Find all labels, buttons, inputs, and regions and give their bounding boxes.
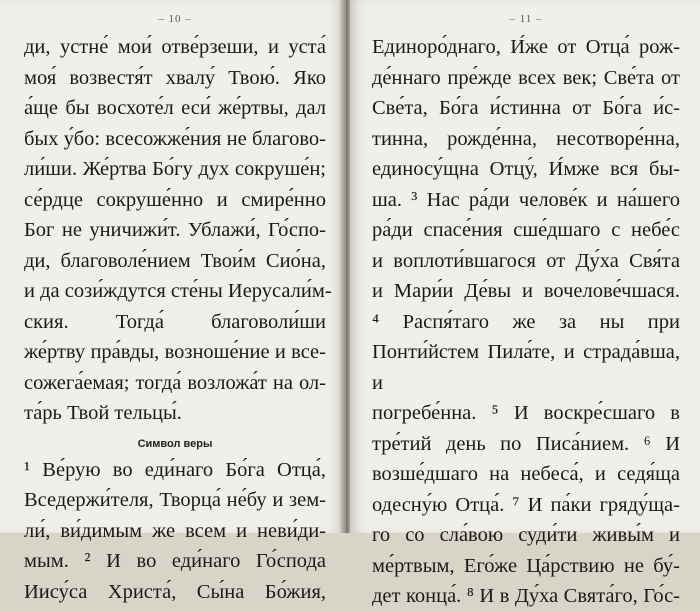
left-page [0,0,344,603]
creed-text-block [24,455,326,608]
text-line: а́ще бы восхоте́л еси́ же́ртвы, дал [24,97,326,119]
text-line: сожега́емая; тогда́ возложа́т на ол- [24,371,326,394]
text-line: дет конца́. ⁸ И в Ду́ха Свята́го, Го́с- [372,585,680,607]
section-heading: Символ веры [137,437,213,450]
text-line: единосу́щна Отцу́, И́мже вся бы- [372,158,680,180]
text-line: ския. Тогда́ благоволи́ши [24,310,326,333]
right-page-number: – 11 – [509,13,543,25]
text-line: де́ннаго пре́жде всех век; Све́та от [372,66,680,89]
text-line: Единоро́днаго, И́же от Отца́ рож- [372,36,680,58]
text-line: ли́, ви́димым же всем и неви́ди- [24,519,326,542]
text-line: погребе́нна. ⁵ И воскре́сшаго в [372,402,680,424]
text-line: же́ртву пра́вды, возноше́ние и все- [24,341,326,363]
right-text-block [372,32,680,612]
text-line: ¹ Ве́рую во еди́наго Бо́га Отца́, [24,458,326,481]
text-line: ша. ³ Нас ра́ди челове́к и на́шего [372,188,680,211]
left-text-block [24,32,332,429]
text-line: ме́ртвым, Его́же Ца́рствию не бу́- [372,554,680,577]
text-line: се́рдце сокруше́нно и смире́нно [24,188,326,211]
text-line: возше́дшаго на небеса́, и седя́ща [372,463,680,485]
text-line: бых у́бо: всесожже́ния не благово- [24,127,326,150]
text-line: мым. ² И во еди́наго Го́спода [24,550,326,572]
text-line: ра́ди спасе́ния сше́дшаго с небе́с [372,219,680,241]
text-line: и да сози́ждутся сте́ны Иерусали́м- [24,280,332,302]
text-line: и Мари́и Де́вы и вочелове́чшася. [372,280,680,302]
text-line: го со сла́вою суди́ти живы́м и [372,524,680,546]
text-line: моя́ возвестя́т хвалу́ Твою́. Яко [24,66,326,89]
text-line: Иису́са Христа́, Сы́на Бо́жия, [24,580,326,603]
text-line: ли́ши. Же́ртва Бо́гу дух сокруше́н; [24,158,326,180]
text-line: ⁴ Распя́таго же за ны при Понти́йстем Пила́те, и страда́вша, и [372,310,680,394]
text-line: Бог не уничижи́т. Ублажи́, Го́спо- [24,219,326,241]
text-line: одесну́ю Отца́. ⁷ И па́ки гряду́ща- [372,493,680,516]
text-line: Све́та, Бо́га и́стинна от Бо́га и́с- [372,97,680,119]
left-page-number: – 10 – [158,13,192,25]
text-line: ди, устне́ мои́ отве́рзеши, и уста́ [24,36,326,58]
text-line: Вседержи́теля, Творца́ не́бу и зем- [24,489,326,511]
text-line: тре́тий день по Писа́нием. ⁶ И [372,432,680,455]
text-line: тинна, рожде́нна, несотворе́нна, [372,127,680,150]
right-page [350,0,700,607]
text-line: та́рь Твой тельцы́. [24,402,182,424]
text-line: и воплоти́вшагося от Ду́ха Свя́та [372,249,680,272]
text-line: ди, благоволе́нием Твои́м Сио́на, [24,249,326,272]
